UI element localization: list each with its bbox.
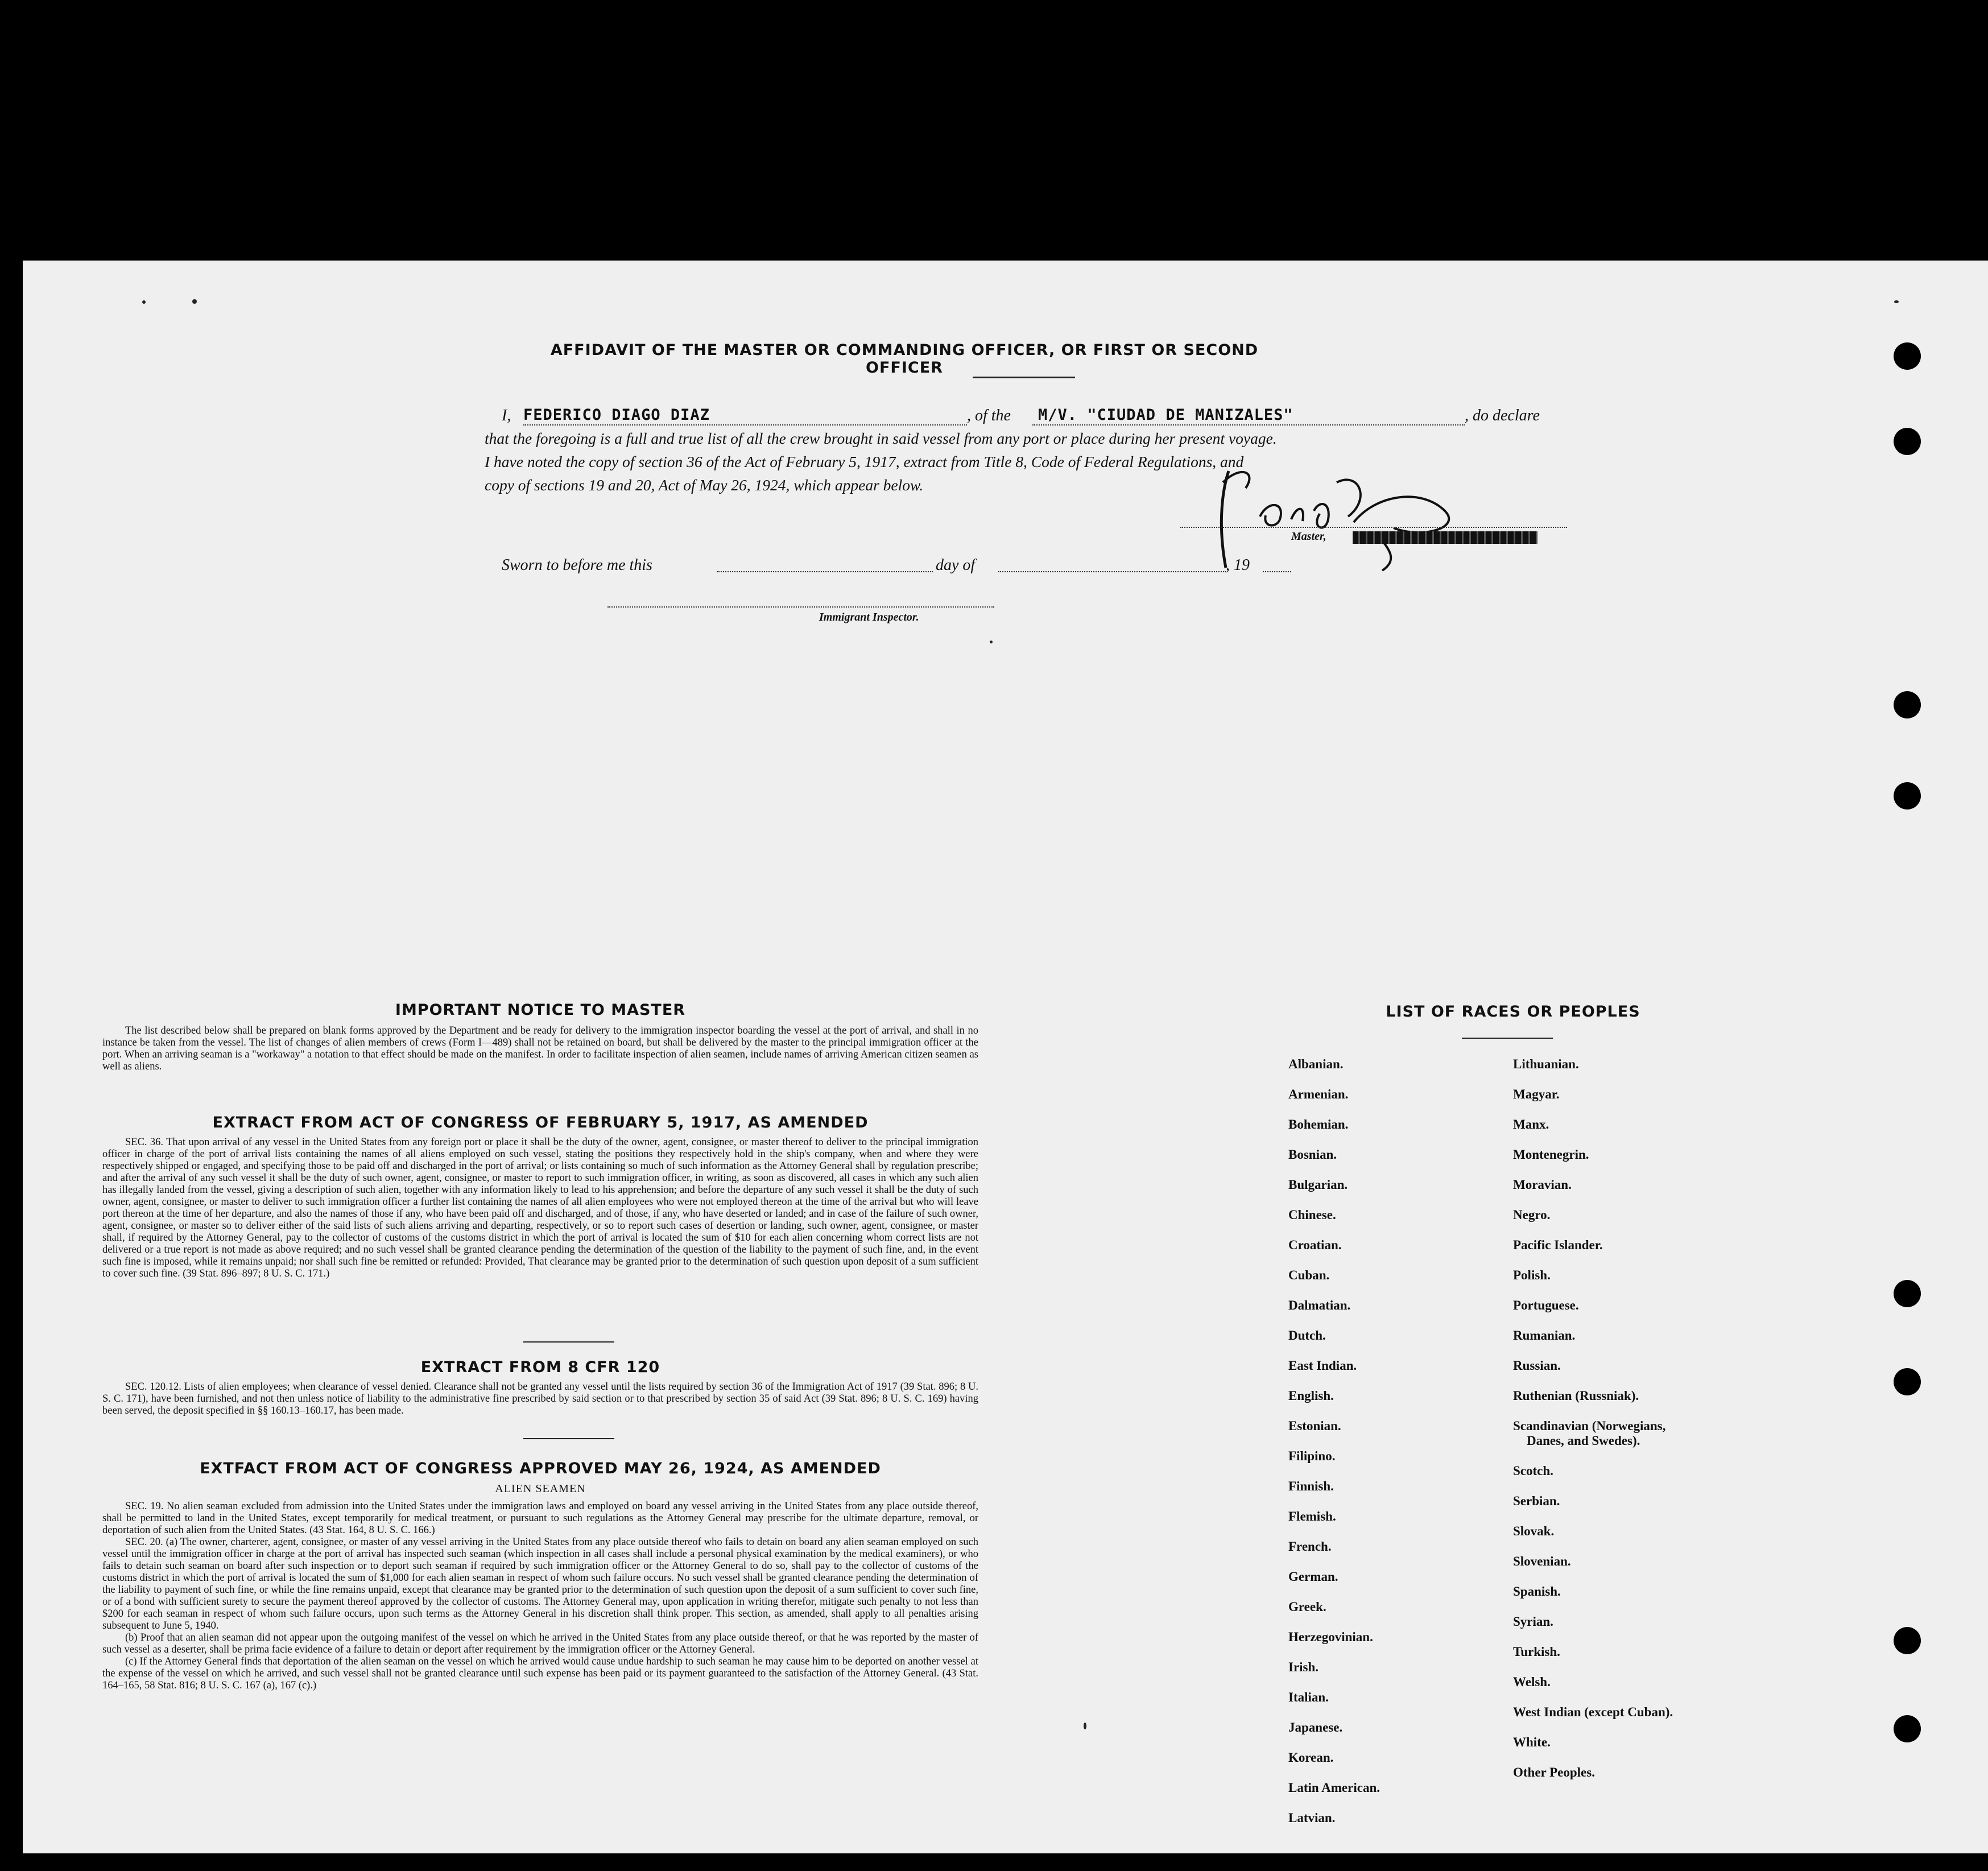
declaration-of-the: , of the xyxy=(967,407,1011,424)
race-item: Bosnian. xyxy=(1288,1147,1337,1162)
declaration-do-declare: , do declare xyxy=(1465,407,1540,424)
speck xyxy=(1894,300,1899,303)
section-20b-paragraph: (b) Proof that an alien seaman did not appear upon the outgoing manifest of the vessel on which he arrived in the United States from any place outside thereof, or that he was reported by the master of such vessel as a deserter, shall be prima facie evidence of a failure to detain or deport after requirement by the immigration officer or the Attorney General. xyxy=(102,1632,978,1655)
race-item: Albanian. xyxy=(1288,1057,1344,1071)
declaration-line-4: copy of sections 19 and 20, Act of May 26, 1924, which appear below. xyxy=(485,476,924,494)
race-item: Dutch. xyxy=(1288,1328,1326,1343)
section-20a-paragraph: SEC. 20. (a) The owner, charterer, agent, consignee, or master of any vessel arriving in the United States from any place outside thereof who fails to detain on board any alien seaman employed on such vessel until the immigration officer in charge at the port of arrival has inspected such seaman (which inspection in all cases shall include a personal physical examination by the medical examiners), or who fails to detain such seaman on board after such inspection or to deport such seaman if required by such immigration officer or the Attorney General to do so, shall pay to the collector of customs of the customs district in which the port of arrival is located the sum of $1,000 for each alien seaman in respect of whom such failure occurs. No such vessel shall be granted clearance pending the determination of the liability to payment of such fine, or while the fine remains unpaid, except that clearance may be granted prior to the determination of such question upon the deposit of a sum sufficient to cover such fine, or of a bond with sufficient surety to secure the payment thereof approved by the collector of customs. The Attorney General may, upon application in writing therefor, mitigate such penalty to not less than $200 for each seaman in respect of whom such failure occurs, upon such terms as the Attorney General in his discretion shall think proper. This section, as amended, shall apply to all penalties arising subsequent to June 5, 1940. xyxy=(102,1537,978,1632)
race-item: Portuguese. xyxy=(1513,1298,1579,1312)
race-item: Scandinavian (Norwegians, xyxy=(1513,1419,1666,1433)
race-item: Chinese. xyxy=(1288,1208,1336,1222)
notice-paragraph: The list described below shall be prepared on blank forms approved by the Department and be ready for delivery to the immigration inspector boarding the vessel at the port of arrival, and shall in no instance be taken from the vessel. The list of changes of alien members of crews (Form I—489) shall not be retained on board, but shall be delivered by the master to the principal immigration officer at the port. When an arriving seaman is a "workaway" a notation to that effect should be made on the manifest. In order to facilitate inspection of alien seamen, include names of arriving American citizen seamen as well as aliens. xyxy=(102,1025,978,1072)
speck xyxy=(142,300,146,304)
race-item: Latvian. xyxy=(1288,1811,1336,1825)
signature-line xyxy=(1180,527,1567,528)
race-item: Moravian. xyxy=(1513,1178,1572,1192)
document-page xyxy=(23,261,1988,1853)
race-item: Armenian. xyxy=(1288,1087,1349,1101)
race-item: Negro. xyxy=(1513,1208,1551,1222)
notice-text xyxy=(102,1025,978,1073)
speck xyxy=(1084,1723,1086,1729)
section-120-12-paragraph: SEC. 120.12. Lists of alien employees; when clearance of vessel denied. Clearance shall not be granted any vessel until the lists required by section 36 of the Immigration Act of 1917 (39 Stat. 896; 8 U. S. C. 171), have been furnished, and not then unless notice of liability to the administrative fine prescribed by said section or to that prescribed by section 35 of said Act (39 Stat. 896; 8 U. S. C. 169) having been served, the deposit specified in §§ 160.13–160.17, has been made. xyxy=(102,1381,978,1416)
alien-seamen-subtitle: ALIEN SEAMEN xyxy=(495,1482,586,1495)
sworn-month-line xyxy=(998,571,1226,572)
race-item: Greek. xyxy=(1288,1600,1326,1614)
day-of-label: day of xyxy=(936,556,976,574)
extract-8cfr-text xyxy=(102,1381,978,1417)
race-item: Slovenian. xyxy=(1513,1554,1571,1568)
race-item: English. xyxy=(1288,1389,1334,1403)
race-item: Welsh. xyxy=(1513,1675,1551,1689)
punch-hole xyxy=(1894,1627,1921,1654)
race-item: Magyar. xyxy=(1513,1087,1560,1101)
master-name-line xyxy=(523,424,967,426)
punch-hole xyxy=(1894,342,1921,370)
punch-hole xyxy=(1894,428,1921,455)
sworn-day-line xyxy=(717,571,933,572)
notice-title: IMPORTANT NOTICE TO MASTER xyxy=(395,1001,686,1019)
affidavit-title: AFFIDAVIT OF THE MASTER OR COMMANDING OFFICER, OR FIRST OR SECOND OFFICER xyxy=(550,341,1259,377)
section-36-paragraph: SEC. 36. That upon arrival of any vessel in the United States from any foreign port or place it shall be the duty of the owner, agent, consignee, or master thereof to deliver to the principal immigration officer in charge of the port of arrival lists containing the names of all aliens employed on such vessel, stating the positions they respectively hold in the ship's company, when and where they were respectively shipped or engaged, and specifying those to be paid off and discharged in the port of arrival; or lists containing so much of such information as the Attorney General shall by regulation prescribe; and after the arrival of any such vessel it shall be the duty of such owner, agent, consignee, or master to report to such immigration officer, in writing, as soon as discovered, all cases in which any such alien has illegally landed from the vessel, giving a description of such alien, together with any information likely to lead to his apprehension; and before the departure of any such vessel it shall be the duty of such owner, agent, consignee, or master to deliver to such immigration officer a further list containing the names of all alien employees who were not employed thereon at the time of the arrival but who will leave port thereon at the time of her departure, and also the names of those if any, who have been paid off and discharged, and of those, if any, who have deserted or landed; and in case of the failure of such owner, agent, consignee, or master so to deliver either of the said lists of such aliens arriving and departing, respectively, or so to report such cases of desertion or landing, such owner, agent, consignee, or master shall, if required by the Attorney General, pay to the collector of customs of the customs district in which the port of arrival is located the sum of $10 for each alien concerning whom correct lists are not delivered or a true report is not made as above required; and no such vessel shall be granted clearance pending the determination of the question of the liability to the payment of such fine, and, in the event such fine is imposed, while it remains unpaid; nor shall such fine be remitted or refunded: Provided, That clearance may be granted prior to the determination of such question upon deposit of a sum sufficient to cover such fine. (39 Stat. 896–897; 8 U. S. C. 171.) xyxy=(102,1137,978,1279)
punch-hole xyxy=(1894,1368,1921,1395)
title-divider xyxy=(973,377,1075,378)
extract-1917-title: EXTRACT FROM ACT OF CONGRESS OF FEBRUARY 5, 1917, AS AMENDED xyxy=(212,1114,869,1131)
extract-1917-text xyxy=(102,1137,978,1280)
race-item: German. xyxy=(1288,1570,1338,1584)
race-item: Syrian. xyxy=(1513,1614,1553,1629)
race-item: Spanish. xyxy=(1513,1584,1561,1599)
punch-hole xyxy=(1894,1280,1921,1307)
race-item: Korean. xyxy=(1288,1750,1334,1765)
race-item: Serbian. xyxy=(1513,1494,1560,1508)
race-item: Finnish. xyxy=(1288,1479,1334,1493)
race-item: Latin American. xyxy=(1288,1781,1380,1795)
master-name: FEDERICO DIAGO DIAZ xyxy=(523,406,710,424)
master-label: Master, xyxy=(1291,530,1326,543)
race-item: Herzegovinian. xyxy=(1288,1630,1373,1644)
extract-divider xyxy=(523,1341,614,1343)
speck xyxy=(192,299,197,304)
race-item: Cuban. xyxy=(1288,1268,1330,1282)
punch-hole xyxy=(1894,782,1921,809)
declaration-line-2: that the foregoing is a full and true list of all the crew brought in said vessel from any port or place during her present voyage. xyxy=(485,429,1277,447)
extract-divider-2 xyxy=(523,1438,614,1439)
race-item: Danes, and Swedes). xyxy=(1527,1434,1640,1448)
race-item: Other Peoples. xyxy=(1513,1765,1595,1779)
race-item: Pacific Islander. xyxy=(1513,1238,1603,1252)
extract-1924-title: EXTFACT FROM ACT OF CONGRESS APPROVED MAY 26, 1924, AS AMENDED xyxy=(200,1460,881,1477)
extract-8cfr-title: EXTRACT FROM 8 CFR 120 xyxy=(420,1358,660,1376)
race-item: Russian. xyxy=(1513,1358,1561,1373)
race-item: Japanese. xyxy=(1288,1720,1343,1734)
race-item: Bulgarian. xyxy=(1288,1178,1348,1192)
race-item: Irish. xyxy=(1288,1660,1319,1674)
race-item: Rumanian. xyxy=(1513,1328,1576,1343)
race-item: Turkish. xyxy=(1513,1645,1560,1659)
race-item: Croatian. xyxy=(1288,1238,1342,1252)
sworn-label: Sworn to before me this xyxy=(502,556,652,574)
declaration-i: I, xyxy=(502,407,511,424)
race-item: Filipino. xyxy=(1288,1449,1336,1463)
section-19-paragraph: SEC. 19. No alien seaman excluded from admission into the United States under the immigration laws and employed on board any vessel arriving in the United States from any place outside thereof, shall be permitted to land in the United States, except temporarily for medical treatment, or pursuant to such regulations as the Attorney General may prescribe for the ultimate departure, removal, or deportation of such alien from the United States. (43 Stat. 164, 8 U. S. C. 166.) xyxy=(102,1501,978,1536)
race-item: Manx. xyxy=(1513,1117,1549,1131)
race-item: Montenegrin. xyxy=(1513,1147,1589,1162)
race-item: White. xyxy=(1513,1735,1551,1749)
vessel-name-line xyxy=(1032,424,1465,426)
year-label: , 19 xyxy=(1226,556,1250,574)
extract-1924-text xyxy=(102,1501,978,1692)
inspector-label: Immigrant Inspector. xyxy=(819,611,919,623)
race-item: Bohemian. xyxy=(1288,1117,1349,1131)
race-item: West Indian (except Cuban). xyxy=(1513,1705,1673,1719)
declaration-line-3: I have noted the copy of section 36 of the Act of February 5, 1917, extract from Title 8, Code of Federal Regulations, and xyxy=(485,453,1244,470)
struck-through-title xyxy=(1353,531,1538,544)
race-item: Ruthenian (Russniak). xyxy=(1513,1389,1639,1403)
race-item: Estonian. xyxy=(1288,1419,1341,1433)
vessel-name: M/V. "CIUDAD DE MANIZALES" xyxy=(1038,406,1293,424)
race-item: Italian. xyxy=(1288,1690,1329,1704)
races-divider xyxy=(1462,1038,1553,1039)
year-line xyxy=(1263,571,1291,572)
inspector-line xyxy=(607,606,994,608)
race-item: Polish. xyxy=(1513,1268,1551,1282)
races-title: LIST OF RACES OR PEOPLES xyxy=(1386,1003,1640,1021)
race-item: East Indian. xyxy=(1288,1358,1357,1373)
section-20c-paragraph: (c) If the Attorney General finds that deportation of the alien seaman on the vessel on which he arrived would cause undue hardship to such seaman he may cause him to be deported on another vessel at the expense of the vessel on which he arrived, and such vessel shall not be granted clearance until such expense has been paid or its payment guaranteed to the satisfaction of the Attorney General. (43 Stat. 164–165, 58 Stat. 816; 8 U. S. C. 167 (a), 167 (c).) xyxy=(102,1656,978,1691)
punch-hole xyxy=(1894,691,1921,718)
race-item: Flemish. xyxy=(1288,1509,1336,1523)
punch-hole xyxy=(1894,1715,1921,1742)
race-item: Lithuanian. xyxy=(1513,1057,1579,1071)
speck xyxy=(990,641,993,643)
race-item: Dalmatian. xyxy=(1288,1298,1351,1312)
race-item: French. xyxy=(1288,1539,1332,1554)
race-item: Scotch. xyxy=(1513,1464,1553,1478)
race-item: Slovak. xyxy=(1513,1524,1555,1538)
